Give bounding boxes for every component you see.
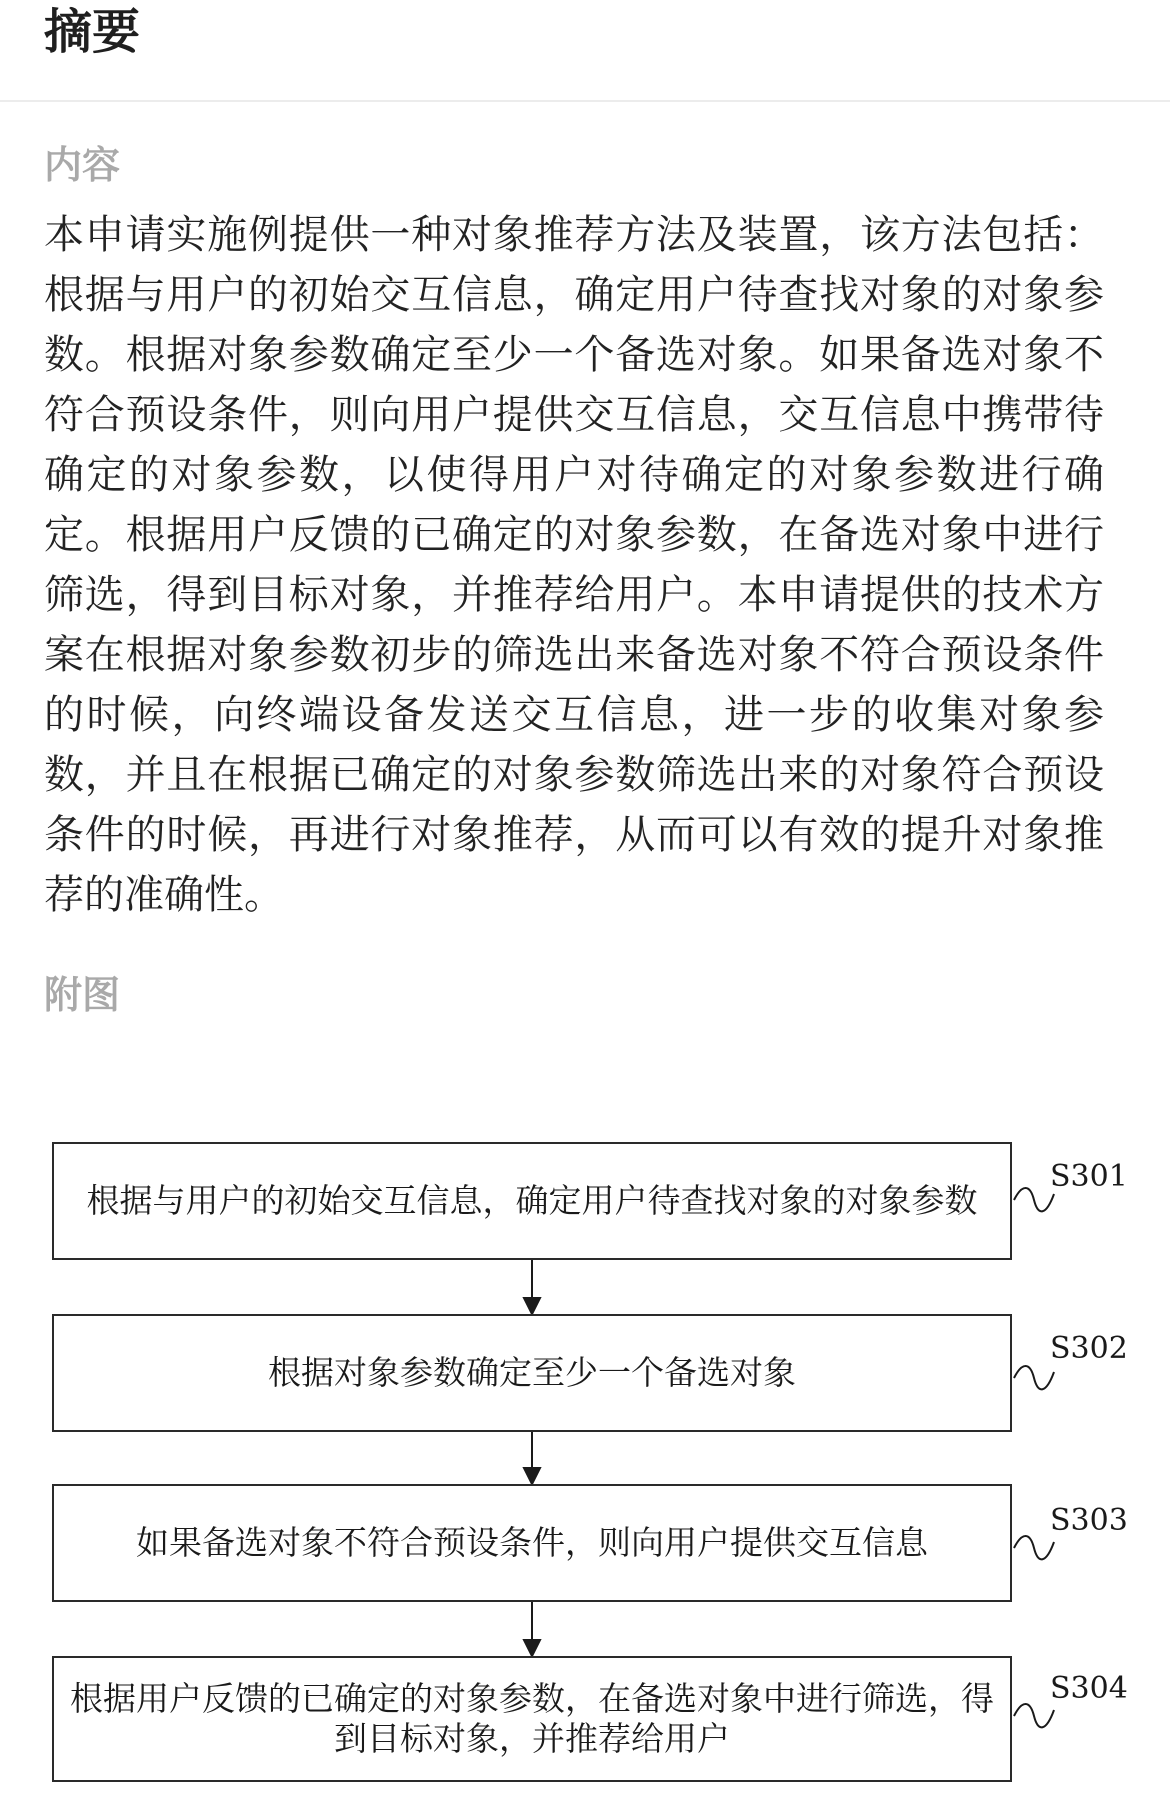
flowchart-figure bbox=[0, 1120, 1170, 1804]
arrowhead-2-3 bbox=[524, 1468, 540, 1484]
step-label-s301: S301 bbox=[1050, 1159, 1128, 1194]
step-label-s304: S304 bbox=[1050, 1671, 1128, 1706]
leader-s302 bbox=[1014, 1366, 1054, 1389]
content-section-label: 内容 bbox=[44, 143, 121, 187]
step-label-s303: S303 bbox=[1050, 1503, 1128, 1538]
step-box-s304: 根据用户反馈的已确定的对象参数，在备选对象中进行筛选，得到目标对象，并推荐给用户 bbox=[52, 1656, 1012, 1782]
leader-s301 bbox=[1014, 1188, 1054, 1211]
step-box-s303: 如果备选对象不符合预设条件，则向用户提供交互信息 bbox=[52, 1484, 1012, 1602]
arrowhead-3-4 bbox=[524, 1640, 540, 1656]
step-label-s302: S302 bbox=[1050, 1331, 1128, 1366]
figure-section-label: 附图 bbox=[44, 973, 121, 1017]
header-bar bbox=[0, 0, 1170, 102]
abstract-text: 本申请实施例提供一种对象推荐方法及装置，该方法包括：根据与用户的初始交互信息，确定用户待查找对象的对象参数。根据对象参数确定至少一个备选对象。如果备选对象不符合预设条件，则向用户提供交互信息，交互信息中携带待确定的对象参数，以使得用户对待确定的对象参数进行确定。根据用户反馈的已确定的对象参数，在备选对象中进行筛选，得到目标对象，并推荐给用户。本申请提供的技术方案在根据对象参数初步的筛选出来备选对象不符合预设条件的时候，向终端设备发送交互信息，进一步的收集对象参数，并且在根据已确定的对象参数筛选出来的对象符合预设条件的时候，再进行对象推荐，从而可以有效的提升对象推荐的准确性。 bbox=[44, 212, 1104, 918]
page-title: 摘要 bbox=[44, 4, 141, 60]
arrowhead-1-2 bbox=[524, 1298, 540, 1314]
leader-s304 bbox=[1014, 1704, 1054, 1727]
leader-s303 bbox=[1014, 1536, 1054, 1559]
step-box-s301: 根据与用户的初始交互信息，确定用户待查找对象的对象参数 bbox=[52, 1142, 1012, 1260]
step-box-s302: 根据对象参数确定至少一个备选对象 bbox=[52, 1314, 1012, 1432]
